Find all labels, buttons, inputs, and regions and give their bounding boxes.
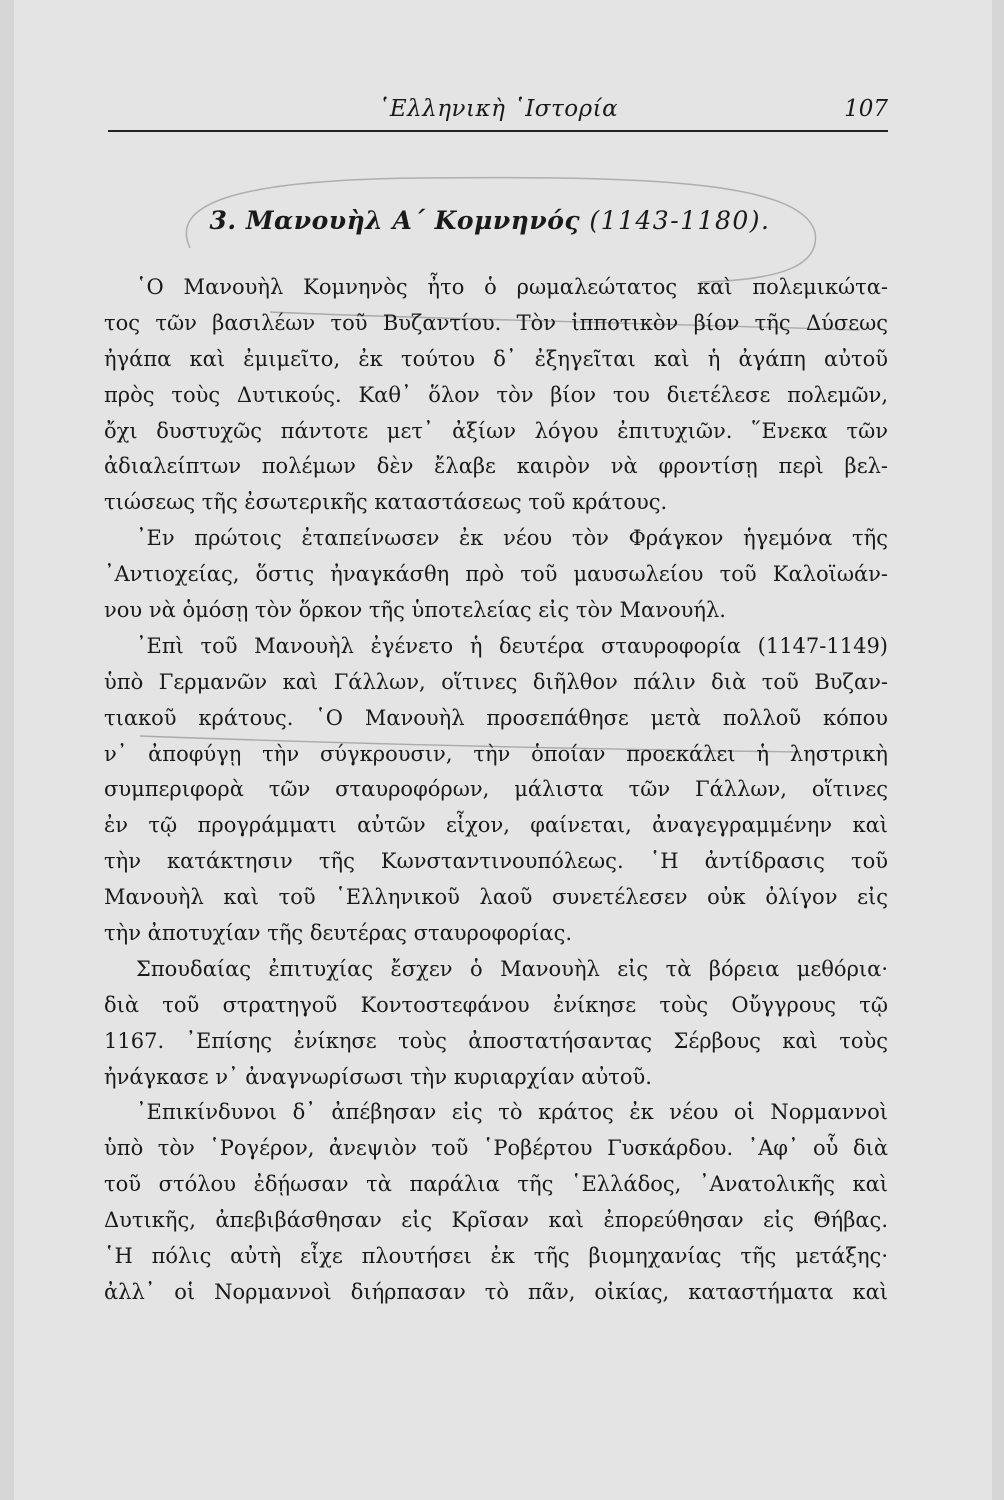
- text-line: Δυτικῆς, ἀπεβιβάσθησαν εἰς Κρῖσαν καὶ ἐπορεύθησαν εἰς Θήβας.: [104, 1208, 888, 1233]
- text-line: ὑπὸ τὸν ῾Ρογέρον, ἀνεψιὸν τοῦ ῾Ροβέρτου Γυσκάρδου. ᾿Αφ᾿ οὗ διὰ: [104, 1136, 888, 1161]
- page-number: 107: [844, 96, 888, 122]
- text-line: τιακοῦ κράτους. ῾Ο Μανουὴλ προσεπάθησε μετὰ πολλοῦ κόπου: [104, 705, 888, 730]
- text-line: ν᾿ ἀποφύγῃ τὴν σύγκρουσιν, τὴν ὁποίαν προεκάλει ἡ ληστρικὴ: [104, 741, 888, 766]
- text-line: Σπουδαίας ἐπιτυχίας ἔσχεν ὁ Μανουὴλ εἰς τὰ βόρεια μεθόρια·: [136, 956, 888, 981]
- text-line: τιώσεως τῆς ἐσωτερικῆς καταστάσεως τοῦ κράτους.: [104, 490, 668, 515]
- text-line: νου νὰ ὁμόσῃ τὸν ὅρκον τῆς ὑποτελείας εἰς τὸν Μανουήλ.: [104, 598, 726, 623]
- text-line: συμπεριφορὰ τῶν σταυροφόρων, μάλιστα τῶν Γάλλων, οἵτινες: [104, 777, 888, 802]
- text-line: ὑπὸ Γερμανῶν καὶ Γάλλων, οἵτινες διῆλθον πάλιν διὰ τοῦ Βυζαν-: [104, 669, 888, 694]
- text-line: τὴν κατάκτησιν τῆς Κωνσταντινουπόλεως. ῾Η ἀντίδρασις τοῦ: [104, 849, 888, 874]
- text-line: ᾿Επὶ τοῦ Μανουὴλ ἐγένετο ἡ δευτέρα σταυροφορία (1147-1149): [136, 633, 888, 658]
- text-line: Μανουὴλ καὶ τοῦ ῾Ελληνικοῦ λαοῦ συνετέλεσεν οὐκ ὀλίγον εἰς: [104, 885, 888, 910]
- text-line: ἀλλ᾿ οἱ Νορμαννοὶ διήρπασαν τὸ πᾶν, οἰκίας, καταστήματα καὶ: [104, 1279, 888, 1304]
- text-line: ᾿Εν πρώτοις ἐταπείνωσεν ἐκ νέου τὸν Φράγκον ἡγεμόνα τῆς: [136, 526, 888, 551]
- chapter-heading: 3. Μανουὴλ Α΄ Κομνηνός: [209, 206, 581, 235]
- text-line: τοῦ στόλου ἐδῄωσαν τὰ παράλια τῆς ῾Ελλάδος, ᾿Ανατολικῆς καὶ: [104, 1172, 888, 1197]
- running-title: ῾Ελληνικὴ ῾Ιστορία: [377, 96, 619, 122]
- text-line: πρὸς τοὺς Δυτικούς. Καθ᾿ ὅλον τὸν βίον του διετέλεσε πολεμῶν,: [104, 382, 888, 407]
- text-line: 1167. ᾿Επίσης ἐνίκησε τοὺς ἀποστατήσαντας Σέρβους καὶ τοὺς: [104, 1028, 888, 1053]
- text-line: ἐν τῷ προγράμματι αὐτῶν εἶχον, φαίνεται, ἀναγεγραμμένην καὶ: [104, 813, 888, 838]
- text-line: διὰ τοῦ στρατηγοῦ Κοντοστεφάνου ἐνίκησε τοὺς Οὔγγρους τῷ: [104, 992, 888, 1017]
- text-line: ἠνάγκασε ν᾿ ἀναγνωρίσωσι τὴν κυριαρχίαν αὐτοῦ.: [104, 1064, 652, 1089]
- text-line: ὄχι δυστυχῶς πάντοτε μετ᾿ ἀξίων λόγου ἐπιτυχιῶν. ῞Ενεκα τῶν: [104, 418, 888, 443]
- chapter-years: (1143-1180).: [589, 206, 771, 235]
- text-line: ῾Ο Μανουὴλ Κομνηνὸς ἦτο ὁ ρωμαλεώτατος καὶ πολεμικώτα-: [136, 275, 888, 299]
- text-line: ᾿Αντιοχείας, ὅστις ἠναγκάσθη πρὸ τοῦ μαυσωλείου τοῦ Καλοϊωάν-: [104, 562, 888, 587]
- text-line: ῾Η πόλις αὐτὴ εἶχε πλουτήσει ἐκ τῆς βιομηχανίας τῆς μετάξης·: [104, 1244, 888, 1269]
- body-text: [104, 270, 888, 1311]
- text-line: ἠγάπα καὶ ἐμιμεῖτο, ἐκ τούτου δ᾿ ἐξηγεῖται καὶ ἡ ἀγάπη αὐτοῦ: [104, 346, 888, 371]
- text-line: ἀδιαλείπτων πολέμων δὲν ἔλαβε καιρὸν νὰ φροντίσῃ περὶ βελ-: [104, 454, 888, 479]
- text-line: ᾿Επικίνδυνοι δ᾿ ἀπέβησαν εἰς τὸ κράτος ἐκ νέου οἱ Νορμαννοὶ: [136, 1100, 888, 1125]
- text-line: τος τῶν βασιλέων τοῦ Βυζαντίου. Τὸν ἱπποτικὸν βίον τῆς Δύσεως: [104, 310, 888, 335]
- chapter-title: [100, 206, 880, 235]
- running-head: [108, 96, 888, 132]
- text-line: τὴν ἀποτυχίαν τῆς δευτέρας σταυροφορίας.: [104, 921, 573, 946]
